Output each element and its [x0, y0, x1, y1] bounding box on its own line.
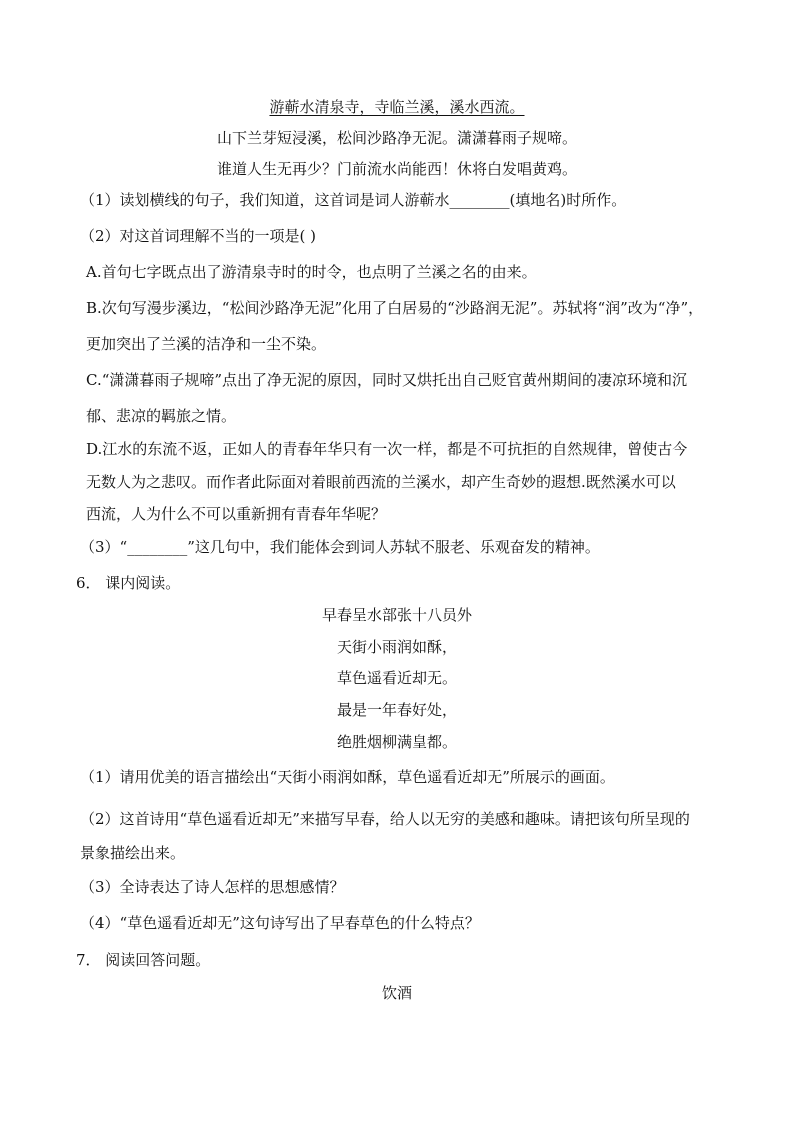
q6-sub1: （1）请用优美的语言描绘出“天街小雨润如酥，草色遥看近却无”所展示的画面。: [80, 768, 615, 786]
q5-option-d-cont: 无数人为之悲叹。而作者此际面对着眼前西流的兰溪水，却产生奇妙的遐想.既然溪水可以: [86, 473, 676, 491]
q7-heading: 7． 阅读回答问题。: [76, 951, 211, 969]
q5-sub2: （2）对这首词理解不当的一项是( ): [80, 227, 317, 245]
q6-poem-line: 天街小雨润如酥，: [336, 638, 457, 656]
poem1-title-line: 游蕲水清泉寺，寺临兰溪，溪水西流。: [269, 98, 525, 116]
q5-option-c-cont: 郁、悲凉的羁旅之情。: [86, 407, 237, 425]
q5-option-d-cont: 西流，人为什么不可以重新拥有青春年华呢？: [86, 505, 387, 523]
q5-sub1: （1）读划横线的句子，我们知道，这首词是词人游蕲水________(填地名)时所作。: [80, 191, 627, 209]
q5-sub3: （3）“________”这几句中，我们能体会到词人苏轼不服老、乐观奋发的精神。: [80, 538, 600, 556]
poem1-line: 谁道人生无再少？门前流水尚能西！休将白发唱黄鸡。: [216, 160, 577, 178]
q5-option-a: A.首句七字既点出了游清泉寺时的时令，也点明了兰溪之名的由来。: [86, 263, 537, 281]
q6-poem-title: 早春呈水部张十八员外: [321, 606, 472, 624]
q6-sub3: （3）全诗表达了诗人怎样的思想感情？: [80, 878, 345, 896]
q6-poem-line: 最是一年春好处，: [336, 701, 457, 719]
q6-sub2: （2）这首诗用“草色遥看近却无”来描写早春，给人以无穷的美感和趣味。请把该句所呈现的: [80, 810, 690, 828]
q6-heading: 6． 课内阅读。: [76, 574, 181, 592]
q6-poem-line: 绝胜烟柳满皇都。: [336, 733, 457, 751]
q5-option-c: C.“潇潇暮雨子规啼”点出了净无泥的原因，同时又烘托出自己贬官黄州期间的凄凉环境和沉: [86, 371, 688, 389]
poem1-line: 山下兰芽短浸溪，松间沙路净无泥。潇潇暮雨子规啼。: [216, 129, 577, 147]
q7-poem-title: 饮酒: [381, 984, 412, 1002]
q5-option-b-cont: 更加突出了兰溪的洁净和一尘不染。: [86, 335, 327, 353]
q5-option-b: B.次句写漫步溪边，“松间沙路净无泥”化用了白居易的“沙路润无泥”。苏轼将“润”改为“净”，: [86, 299, 704, 317]
q5-option-d: D.江水的东流不返，正如人的青春年华只有一次一样，都是不可抗拒的自然规律，曾使古今: [86, 440, 688, 458]
q6-sub4: （4）“草色遥看近却无”这句诗写出了早春草色的什么特点？: [80, 914, 480, 932]
q6-poem-line: 草色遥看近却无。: [336, 669, 457, 687]
q6-sub2-cont: 景象描绘出来。: [80, 844, 186, 862]
